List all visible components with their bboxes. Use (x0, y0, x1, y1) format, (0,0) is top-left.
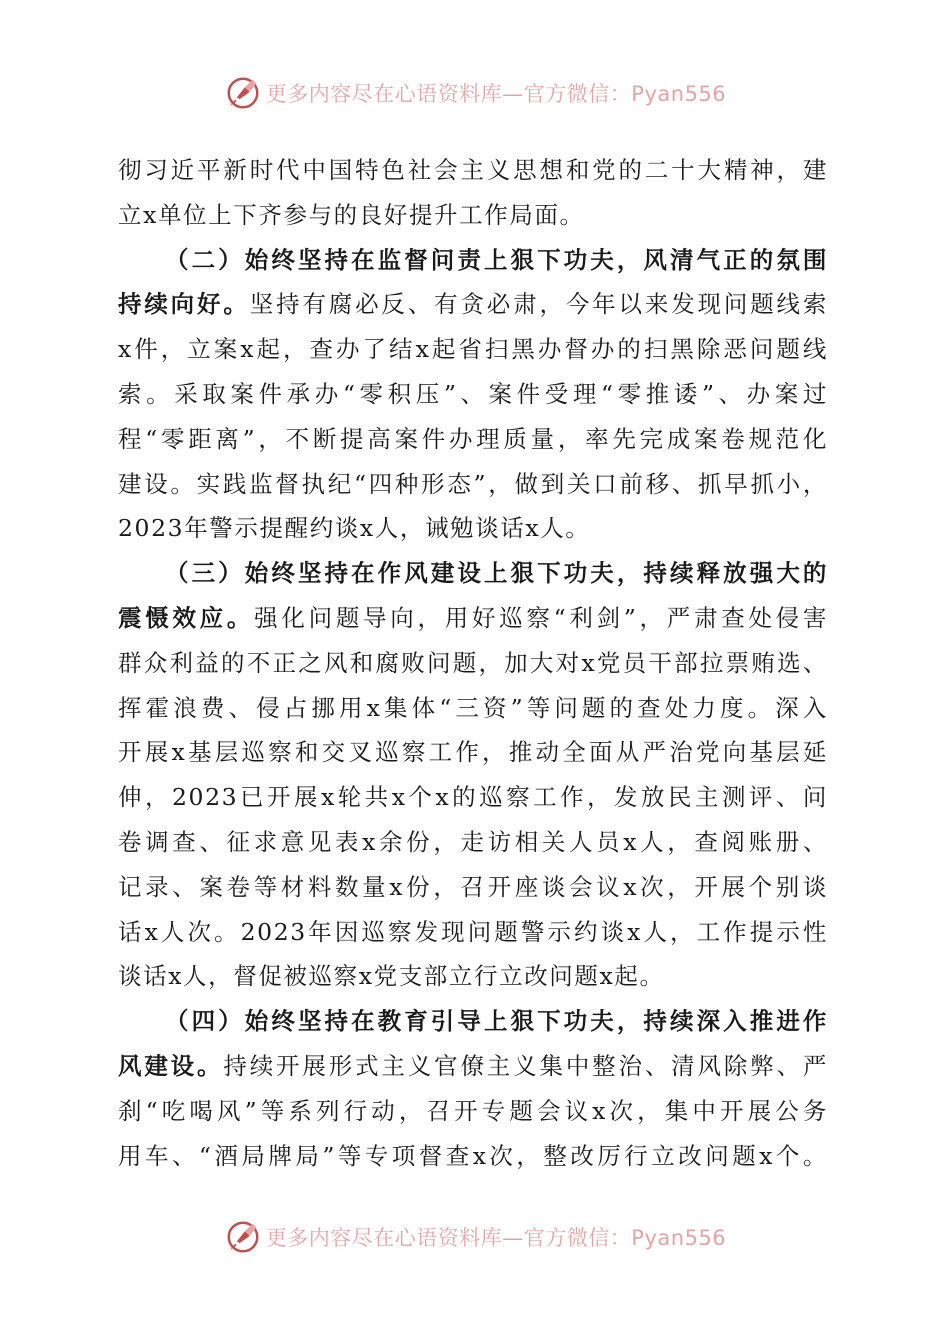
text-line: 索。采取案件承办“零积压”、案件受理“零推诿”、办案过 (118, 379, 828, 408)
text-line: 卷调查、征求意见表x余份，走访相关人员x人，查阅账册、 (118, 827, 828, 856)
text-line: 群众利益的不正之风和腐败问题，加大对x党员干部拉票贿选、 (118, 648, 828, 677)
text-line: 持续向好。坚持有腐必反、有贪必肃，今年以来发现问题线索 (118, 290, 829, 319)
section-heading: （四）始终坚持在教育引导上狠下功夫，持续深入推进作 (165, 1007, 828, 1036)
text-line: 谈话x人，督促被巡察x党支部立行立改问题x起。 (118, 962, 665, 991)
watermark-text: 更多内容尽在心语资料库—官方微信：Pyan556 (265, 1226, 727, 1250)
pen-nib-circle-icon (224, 1218, 262, 1256)
text-line: 伸，2023已开展x轮共x个x的巡察工作，发放民主测评、问 (118, 783, 828, 812)
section-heading: （三）始终坚持在作风建设上狠下功夫，持续释放强大的 (165, 559, 828, 588)
text-line: 记录、案卷等材料数量x份，召开座谈会议x次，开展个别谈 (118, 872, 828, 901)
text-line: 程“零距离”，不断提高案件办理质量，率先完成案卷规范化 (118, 424, 828, 453)
section-heading: （二）始终坚持在监督问责上狠下功夫，风清气正的氛围 (165, 245, 828, 274)
text-line: 用车、“酒局牌局”等专项督查x次，整改厉行立改问题x个。 (118, 1141, 828, 1170)
paragraph (118, 148, 828, 238)
paragraph (118, 238, 828, 552)
paragraph (118, 551, 828, 999)
text-line: 建设。实践监督执纪“四种形态”，做到关口前移、抓早抓小， (118, 469, 828, 498)
document-body (118, 148, 828, 1178)
text-line: 立x单位上下齐参与的良好提升工作局面。 (118, 200, 585, 229)
text-line: 刹“吃喝风”等系列行动，召开专题会议x次，集中开展公务 (118, 1096, 828, 1125)
text-line: 开展x基层巡察和交叉巡察工作，推动全面从严治党向基层延 (118, 738, 828, 767)
watermark-header (0, 68, 950, 118)
watermark-text: 更多内容尽在心语资料库—官方微信：Pyan556 (265, 82, 727, 106)
text-line: 挥霍浪费、侵占挪用x集体“三资”等问题的查处力度。深入 (118, 693, 828, 722)
text-line: 震慑效应。强化问题导向，用好巡察“利剑”，严肃查处侵害 (118, 603, 829, 632)
watermark-footer (0, 1212, 950, 1262)
text-line: 彻习近平新时代中国特色社会主义思想和党的二十大精神，建 (118, 156, 828, 184)
text-line: 风建设。持续开展形式主义官僚主义集中整治、清风除弊、严 (118, 1051, 828, 1080)
paragraph (118, 999, 828, 1178)
text-line: 2023年警示提醒约谈x人，诫勉谈话x人。 (118, 514, 591, 543)
text-line: x件，立案x起，查办了结x起省扫黑办督办的扫黑除恶问题线 (118, 335, 828, 364)
pen-nib-circle-icon (224, 74, 262, 112)
text-line: 话x人次。2023年因巡察发现问题警示约谈x人，工作提示性 (118, 917, 828, 946)
